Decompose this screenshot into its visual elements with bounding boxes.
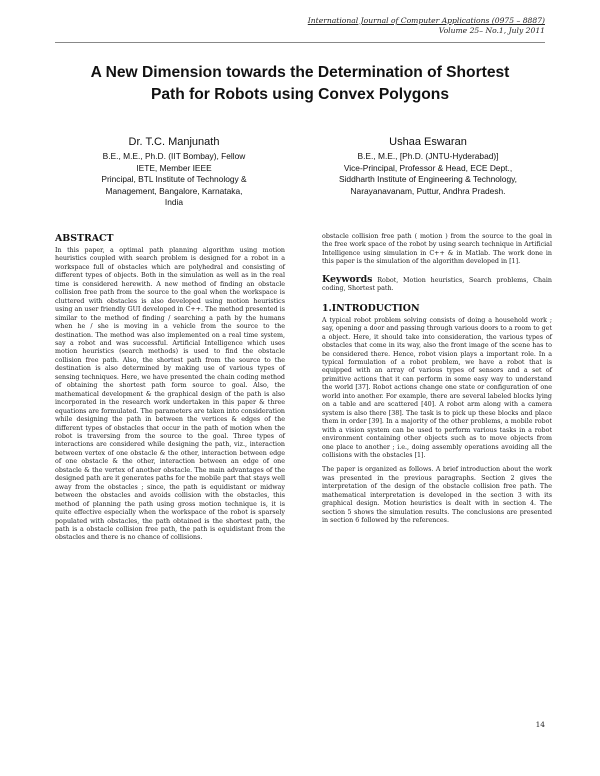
running-header — [308, 16, 545, 36]
abstract-continuation: obstacle collision free path ( motion ) from the source to the goal in the free work space of the robot by using search technique in Artificial Intelligence using simulation in C++ & in Matlab. The work done in this paper is the simulation of the algorithm developed in [1]. — [322, 233, 552, 266]
journal-name: International Journal of Computer Applications (0975 – 8887) — [307, 16, 545, 25]
introduction-paragraph-2: The paper is organized as follows. A brief introduction about the work was presented in the previous paragraphs. Section 2 gives the interpretation of the design of the obstacle collision free path. The mathematical interpretation is developed in the section 3 with its graphical design. Motion heuristics is dealt with in section 4. The section 5 shows the simulation results. The conclusions are presented in section 6 followed by the references. — [322, 466, 552, 525]
author-affiliation-line: Management, Bangalore, Karnataka, — [105, 185, 243, 196]
author-affiliation-line: Vice-Principal, Professor & Head, ECE Dept., — [343, 162, 513, 173]
author-block-2 — [312, 135, 544, 197]
author-affiliation-line: Narayanavanam, Puttur, Andhra Pradesh. — [350, 185, 506, 196]
author-affiliation-line: B.E., M.E., [Ph.D. (JNTU-Hyderabad)] — [357, 151, 499, 161]
page-number: 14 — [535, 720, 545, 729]
abstract-text: In this paper, a optimal path planning algorithm using motion heuristics coupled with search problem is designed for a robot in a workspace full of obstacles which are polyhedral and consisting of different types of objects. Both in the simulation as well as in the real time is considered herewith. A new method of finding an obstacle collision free path from the source to the goal when the workspace is cluttered with obstacles is also developed using motion heuristics using an user friendly GUI developed in C++. The method presented is similar to the method of finding / searching a path by the humans when he / she is moving in a vehicle from the source to the destination. The method was also implemented on a real time system, say a robot and was successful. Artificial Intelligence which uses motion heuristics (search methods) is used to find the obstacle collision free path. Also, the shortest path from the source to the destination is also determined by making use of various types of sensing techniques. Here, we have presented the chain coding method of obtaining the shortest path form source to goal. Also, the mathematical development & the graphical design of the path is also incorporated in the research work undertaken in this paper & three equations are formulated. The parameters are taken into consideration while designing the path in between the vertices & edges of the different types of obstacles that occur in the path of motion when the robot is traversing from the source to the goal. Three types of interactions are considered while designing the path, viz., interaction between vertex of one obstacle & the other, interaction between edge of one obstacle & the other, interaction between an edge of one obstacle & the vertex of another obstacle. The main advantages of the designed path are it generates paths for the mobile part that stays well away from the obstacles ; since, the path is equidistant or midway between the obstacles and avoids collision with the obstacles, this method of planning the path using gross motion technique is, it is quite effective especially when the workspace of the robot is sparsely populated with obstacles, the path obtained is the shortest path, the path is a obstacle collision free path, the path is equidistant from the obstacles and there is no chance of collisions. — [55, 247, 286, 542]
introduction-heading: 1.INTRODUCTION — [322, 302, 420, 314]
right-column — [322, 233, 552, 526]
title-line-2: Path for Robots using Convex Polygons — [150, 86, 450, 103]
abstract-heading: ABSTRACT — [55, 233, 114, 244]
paper-title — [40, 62, 560, 106]
keywords-text: Robot, Motion heuristics, Search problems, Chain coding, Shortest path. — [322, 276, 552, 293]
author-affiliation-line: Principal, BTL Institute of Technology & — [101, 174, 247, 185]
title-line-1: A New Dimension towards the Determination of Shortest — [90, 64, 510, 81]
header-divider — [55, 42, 545, 43]
author-name: Dr. T.C. Manjunath — [128, 136, 220, 148]
left-column — [55, 233, 285, 543]
volume-info: Volume 25– No.1, July 2011 — [438, 26, 545, 35]
author-affiliation-line: IETE, Member IEEE — [136, 162, 212, 173]
keywords-label: Keywords — [322, 273, 373, 285]
author-block-1 — [58, 135, 290, 209]
keywords — [322, 273, 552, 294]
author-affiliation-line: Siddharth Institute of Engineering & Technology, — [338, 174, 517, 185]
author-affiliation-line: India — [164, 197, 184, 208]
author-name: Ushaa Eswaran — [389, 136, 467, 148]
author-affiliation-line: B.E., M.E., Ph.D. (IIT Bombay), Fellow — [102, 151, 246, 161]
introduction-paragraph-1: A typical robot problem solving consists of doing a household work ; say, opening a door and passing through various doors to a room to get a object. Here, it should take into consideration, the various types of obstacles that come in its way, also the front image of the scene has to be considered there. Hence, robot vision plays a important role. In a typical formulation of a robot problem, we have a robot that is equipped with an array of various types of sensors and a set of primitive actions that it can perform in some easy way to understand the world [37]. Robot actions change one state or configuration of one world into another. For example, there are several labeled blocks lying on a table and are scattered [40]. A robot arm along with a camera system is also there [38]. The task is to pick up these blocks and place them in order [39]. In a majority of the other problems, a mobile robot with a vision system can be used to perform various tasks in a robot environment containing other objects such as to move objects from one place to another ; i.e., doing assembly operations avoiding all the collisions with the obstacles [1]. — [322, 316, 552, 459]
